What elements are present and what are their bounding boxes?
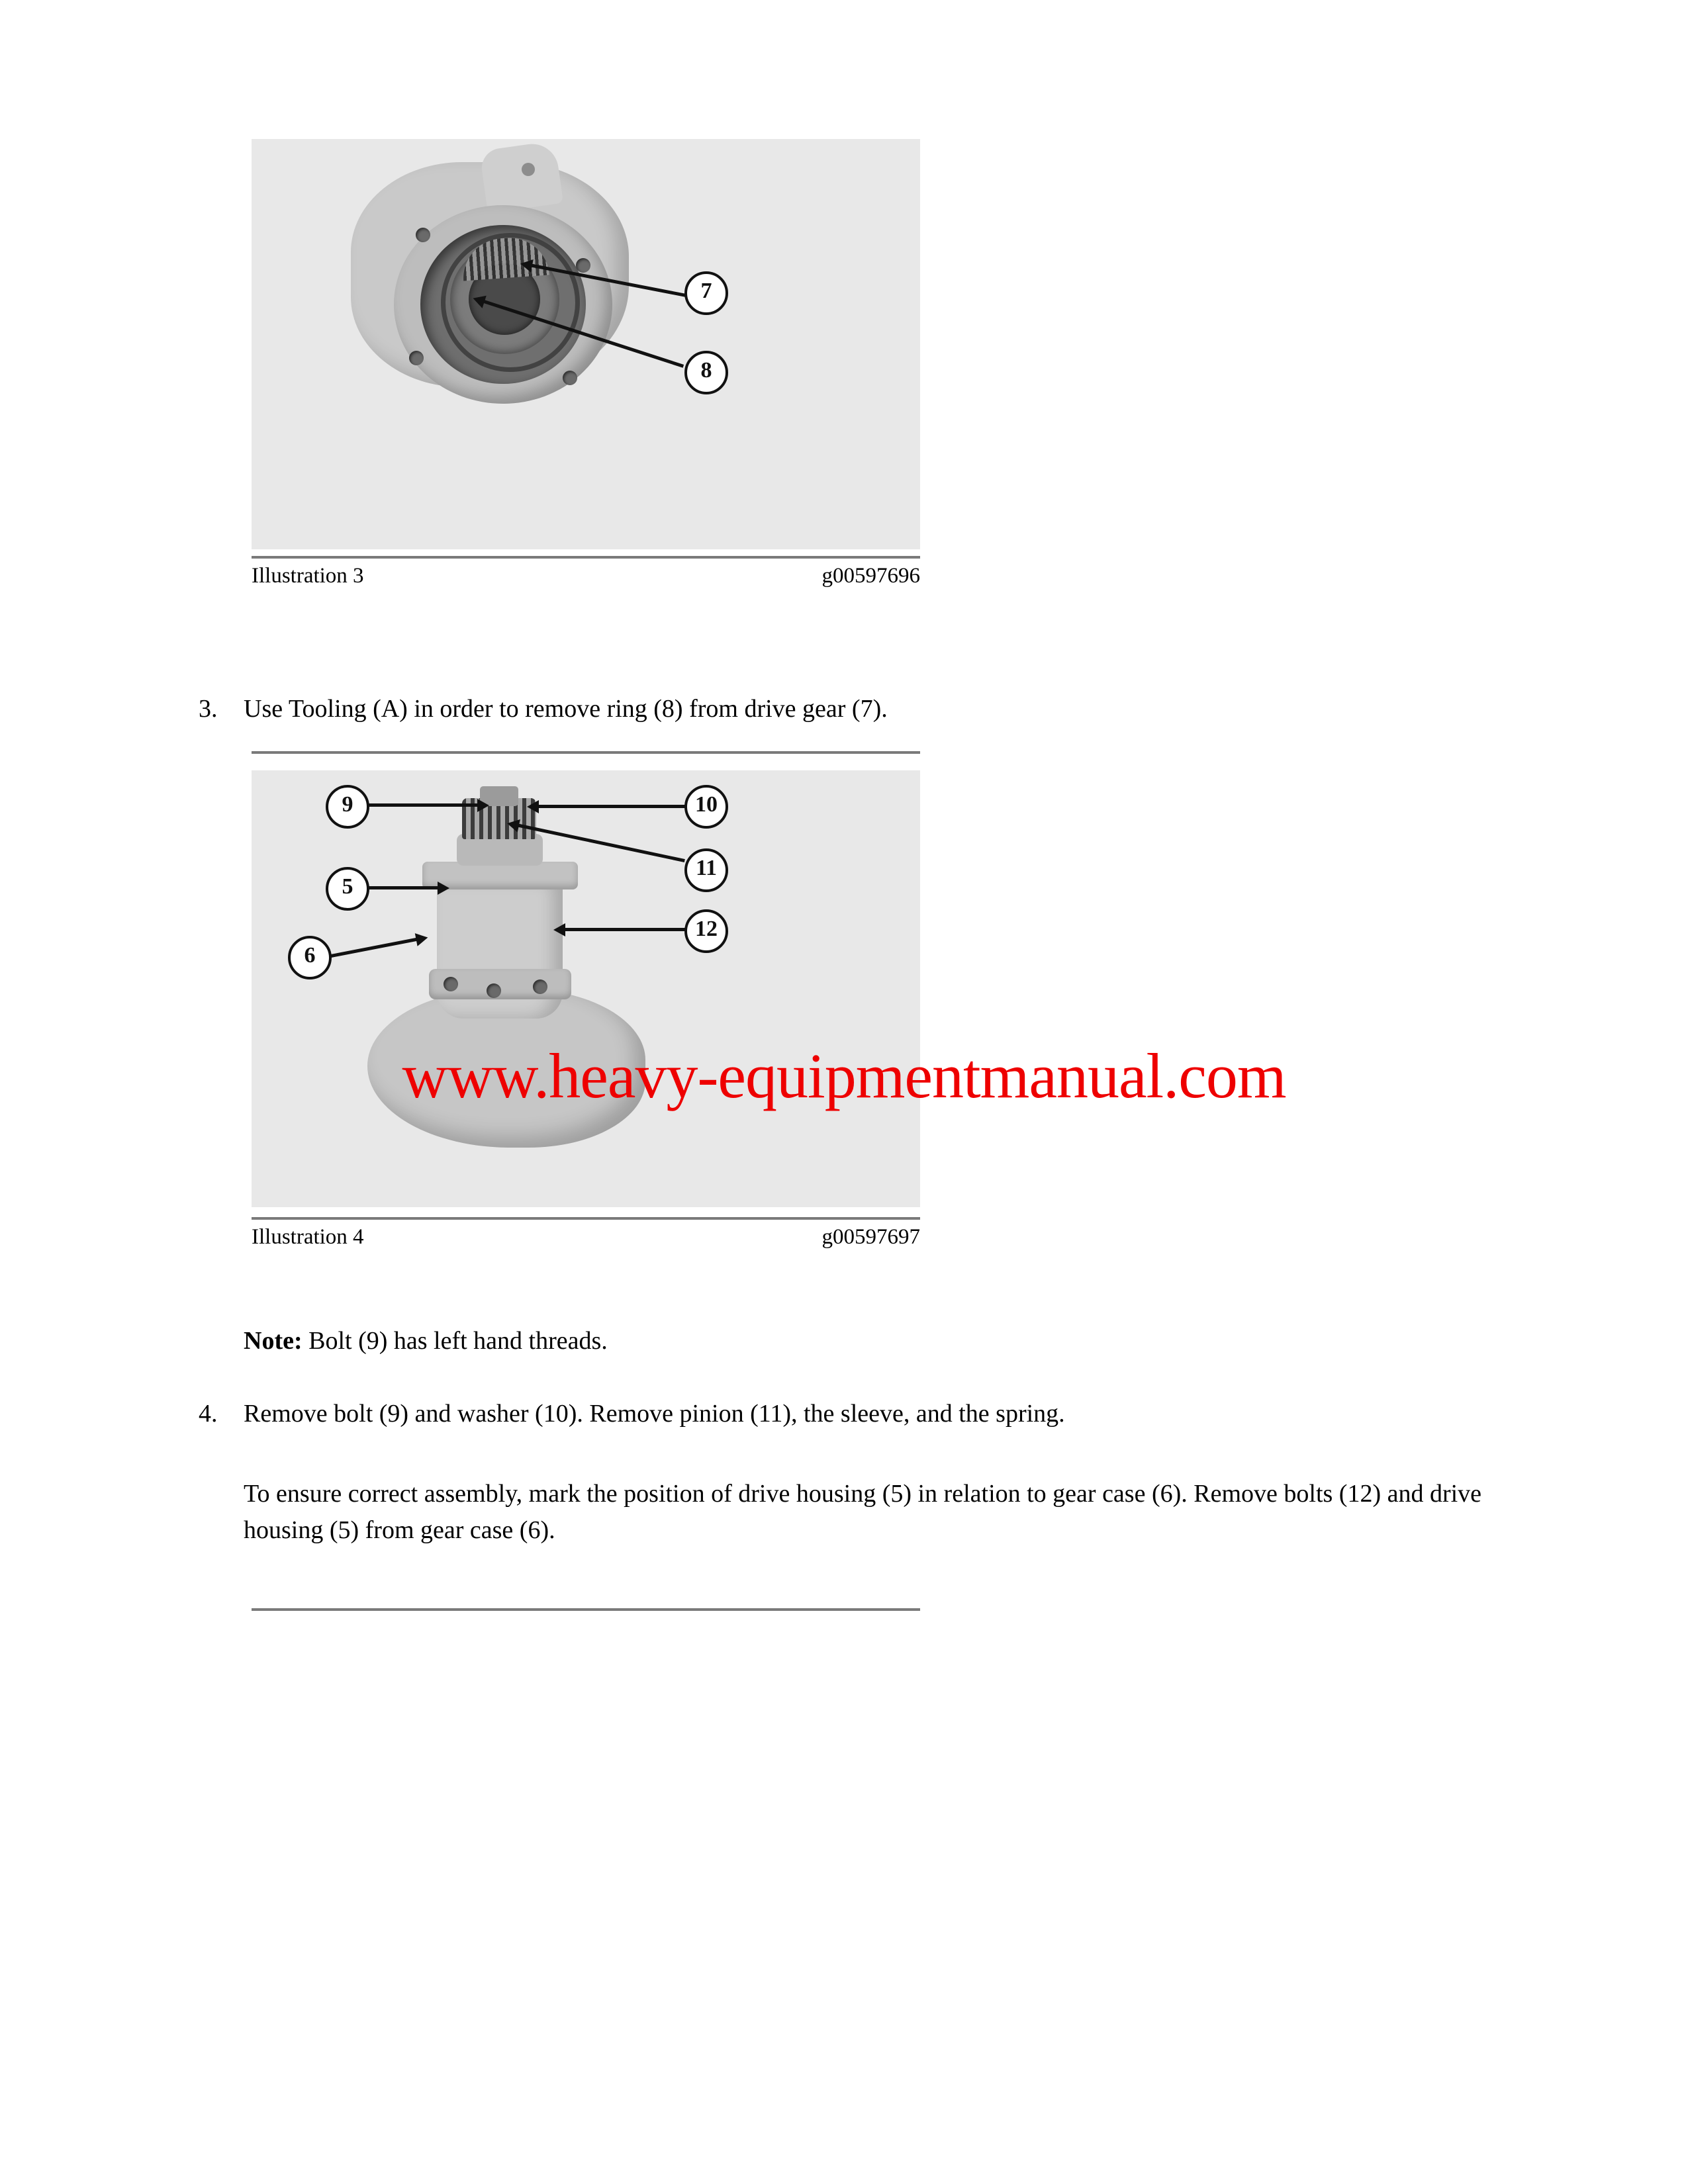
flange-bolt-hole	[416, 228, 430, 242]
illustration-4-image	[252, 754, 920, 1217]
flange-bolt-hole	[563, 371, 577, 385]
step-3-number: 3.	[199, 695, 218, 723]
watermark-text: www.heavy-equipmentmanual.com	[402, 1040, 1286, 1111]
flange-bolt-hole	[576, 258, 590, 273]
illustration-3-caption	[252, 559, 920, 598]
callout-7: 7	[684, 271, 728, 315]
note-block	[244, 1324, 1369, 1358]
illustration-4-id: g00597697	[821, 1225, 920, 1249]
note-text: Bolt (9) has left hand threads.	[308, 1327, 608, 1355]
illustration-3-label: Illustration 3	[252, 564, 364, 588]
leader-line-5	[367, 886, 440, 889]
callout-6: 6	[288, 936, 332, 979]
callout-11: 11	[684, 848, 728, 892]
note-label: Note:	[244, 1327, 303, 1355]
flange-bolt-hole	[409, 351, 424, 365]
leader-line-10	[536, 805, 688, 808]
photo-frame-4	[252, 770, 920, 1207]
illustration-3-image	[252, 126, 920, 556]
housing-bolt	[533, 979, 547, 994]
illustration-4-caption	[252, 1220, 920, 1259]
figure-illustration-4	[252, 751, 920, 1259]
leader-line-9	[367, 803, 480, 807]
illustration-4-label: Illustration 4	[252, 1225, 364, 1249]
photo-frame-3	[252, 139, 920, 549]
callout-5: 5	[326, 867, 369, 911]
callout-8: 8	[684, 351, 728, 394]
assembly-paragraph: To ensure correct assembly, mark the position of drive housing (5) in relation to gear case (6). Remove bolts (12) and drive housing (5) from gear case (6).	[244, 1480, 1482, 1544]
step-4-text: Remove bolt (9) and washer (10). Remove pinion (11), the sleeve, and the spring.	[244, 1400, 1065, 1428]
housing-bolt	[487, 983, 501, 998]
leader-line-12	[563, 928, 688, 931]
illustration-3-id: g00597696	[821, 564, 920, 588]
step-4-number: 4.	[199, 1400, 218, 1428]
leader-line-6	[331, 937, 419, 958]
callout-9: 9	[326, 785, 369, 829]
housing-bolt	[444, 977, 458, 991]
bottom-rule	[252, 1608, 920, 1611]
figure-illustration-3	[252, 126, 920, 598]
mounting-hole	[522, 163, 535, 176]
photo-starter-drive-gear	[252, 139, 920, 549]
callout-10: 10	[684, 785, 728, 829]
callout-12: 12	[684, 909, 728, 953]
step-3-text: Use Tooling (A) in order to remove ring (8) from drive gear (7).	[244, 695, 888, 723]
mounting-tab	[479, 140, 563, 213]
